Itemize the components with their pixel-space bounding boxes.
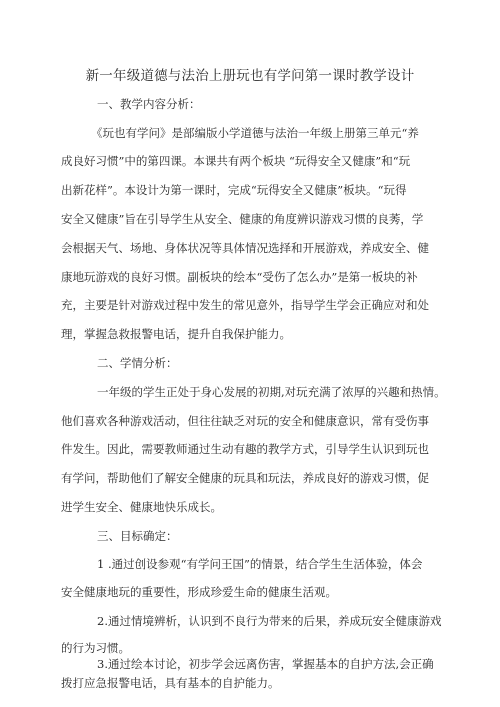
paragraph-line: 理，掌握急救报警电话，提升自我保护能力。	[61, 327, 291, 341]
paragraph-line: 有学问，帮助他们了解安全健康的玩具和玩法，养成良好的游戏习惯，促	[61, 471, 429, 485]
paragraph-line: 会根据天气、场地、身体状况等具体情况选择和开展游戏，养成安全、健	[61, 241, 429, 255]
paragraph-line: 成良好习惯”中的第四课。本课共有两个板块 “玩得安全又健康”和“玩	[61, 154, 411, 168]
section-heading: 三、目标确定：	[97, 529, 178, 543]
paragraph-line: 一年级的学生正处于身心发展的初期,对玩充满了浓厚的兴趣和热情。	[97, 385, 446, 399]
paragraph-line: 安全又健康”旨在引导学生从安全、健康的角度辨识游戏习惯的良莠，学	[61, 212, 424, 226]
paragraph-line: 拨打应急报警电话，具有基本的自护能力。	[61, 676, 280, 690]
paragraph-line: 3.通过绘本讨论，初步学会远离伤害，掌握基本的自护方法,会正确	[97, 657, 434, 671]
paragraph-line: 出新花样”。本设计为第一课时，完成“玩得安全又健康”板块。“玩得	[61, 183, 407, 197]
paragraph-line: 安全健康地玩的重要性，形成珍爱生命的健康生活观。	[61, 585, 337, 599]
paragraph-line: 充，主要是针对游戏过程中发生的常见意外，指导学生学会正确应对和处	[61, 298, 429, 312]
paragraph-line: 他们喜欢各种游戏活动，但往往缺乏对玩的安全和健康意识，常有受伤事	[61, 414, 429, 428]
page-title: 新一年级道德与法治上册玩也有学问第一课时教学设计	[85, 68, 415, 84]
section-heading: 二、学情分析：	[97, 356, 178, 370]
paragraph-line: 1 .通过创设参观“有学问王国”的情景，结合学生生活体验，体会	[97, 557, 423, 571]
section-heading: 一、教学内容分析：	[97, 97, 201, 111]
paragraph-line: 的行为习惯。	[61, 641, 130, 655]
paragraph-line: 件发生。因此，需要教师通过生动有趣的教学方式，引导学生认识到玩也	[61, 442, 429, 456]
paragraph-line: 《玩也有学问》是部编版小学道德与法治一年级上册第三单元“养	[91, 126, 419, 140]
paragraph-line: 2.通过情境辨析，认识到不良行为带来的后果，养成玩安全健康游戏	[97, 614, 442, 628]
paragraph-line: 康地玩游戏的良好习惯。副板块的绘本“受伤了怎么办”是第一板块的补	[61, 270, 418, 284]
paragraph-line: 进学生安全、健康地快乐成长。	[61, 500, 222, 514]
